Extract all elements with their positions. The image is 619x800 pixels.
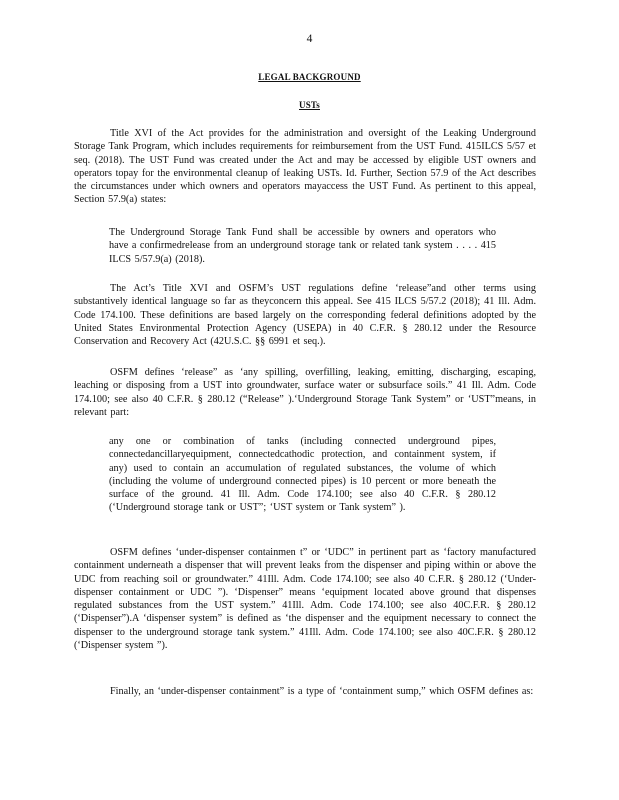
paragraph-title-xvi: Title XVI of the Act provides for the administration and oversight of the Leaking Underground Storage Tank Program, which includes requirements for reimbursement from the UST Fund. 415ILCS 5/57 et seq. (2018). The UST Fund was created under the Act and may be accessed by eligible UST owners and operators topay for the environmental cleanup of leaking USTs. Id. Further, Section 57.9 of the Act describes the circumstances under which owners and operators mayaccess the UST Fund. As pertinent to this appeal, Section 57.9(a) states: — [74, 128, 536, 206]
page-number: 4 — [306, 33, 313, 45]
paragraph-release-definitions: The Act’s Title XVI and OSFM’s UST regulations define ‘release”and other terms using substantively identical language so far as theyconcern this appeal. See 415 ILCS 5/57.2 (2018); 41 Ill. Adm. Code 174.100. These definitions are based largely on the corresponding federal definitions adopted by the United States Environmental Protection Agency (USEPA) in 40 C.F.R. § 280.12 under the Resource Conservation and Recovery Act (42U.S.C. §§ 6991 et seq.). — [74, 283, 536, 348]
paragraph-under-dispenser-containment: OSFM defines ‘under-dispenser containmen t” or ‘UDC” in pertinent part as ‘factory manufactured containment underneath a dispenser that will prevent leaks from the dispenser and piping within or above the UDC from reaching soil or groundwater.” 41Ill. Adm. Code 174.100; see also 40 C.F.R. § 280.12 (‘Under-dispenser containment or UDC ”). ‘Dispenser” means ‘equipment located above ground that dispenses regulated substances from the UST system.” 41Ill. Adm. Code 174.100; see also 40C.F.R. § 280.12 (‘Dispenser”).A ‘dispenser system” is defined as ‘the dispenser and the equipment necessary to connect the dispenser to the underground storage tank system.” 41Ill. Adm. Code 174.100; see also 40C.F.R. § 280.12 (‘Dispenser system ”). — [74, 547, 536, 652]
paragraph-containment-sump: Finally, an ‘under-dispenser containment” is a type of ‘containment sump,” which OSFM defines as: — [110, 686, 534, 697]
section-heading-legal-background: LEGAL BACKGROUND — [258, 72, 361, 82]
block-quote-ust-system: any one or combination of tanks (including connected underground pipes, connectedancillaryequipment, connectedcathodic protection, and containment system, if any) used to contain an accumulation of regulated substances, the volume of which (including the volume of underground connected pipes) is 10 percent or more beneath the surface of the ground. 41 Ill. Adm. Code 174.100; see also 40 C.F.R. § 280.12 (‘Underground storage tank or UST”; ‘UST system or Tank system” ). — [109, 436, 496, 514]
block-quote-section-57-9a: The Underground Storage Tank Fund shall be accessible by owners and operators who have a confirmedrelease from an underground storage tank or related tank system . . . . 415 ILCS 5/57.9(a) (2018). — [109, 227, 496, 265]
paragraph-osfm-release: OSFM defines ‘release” as ‘any spilling, overfilling, leaking, emitting, discharging, escaping, leaching or disposing from a UST into groundwater, surface water or subsurface soils.” 41 Ill. Adm. Code 174.100; see also 40 C.F.R. § 280.12 (“Release” ).‘Underground Storage Tank System” or ‘UST”means, in relevant part: — [74, 367, 536, 418]
subsection-heading-usts: USTs — [299, 100, 320, 110]
